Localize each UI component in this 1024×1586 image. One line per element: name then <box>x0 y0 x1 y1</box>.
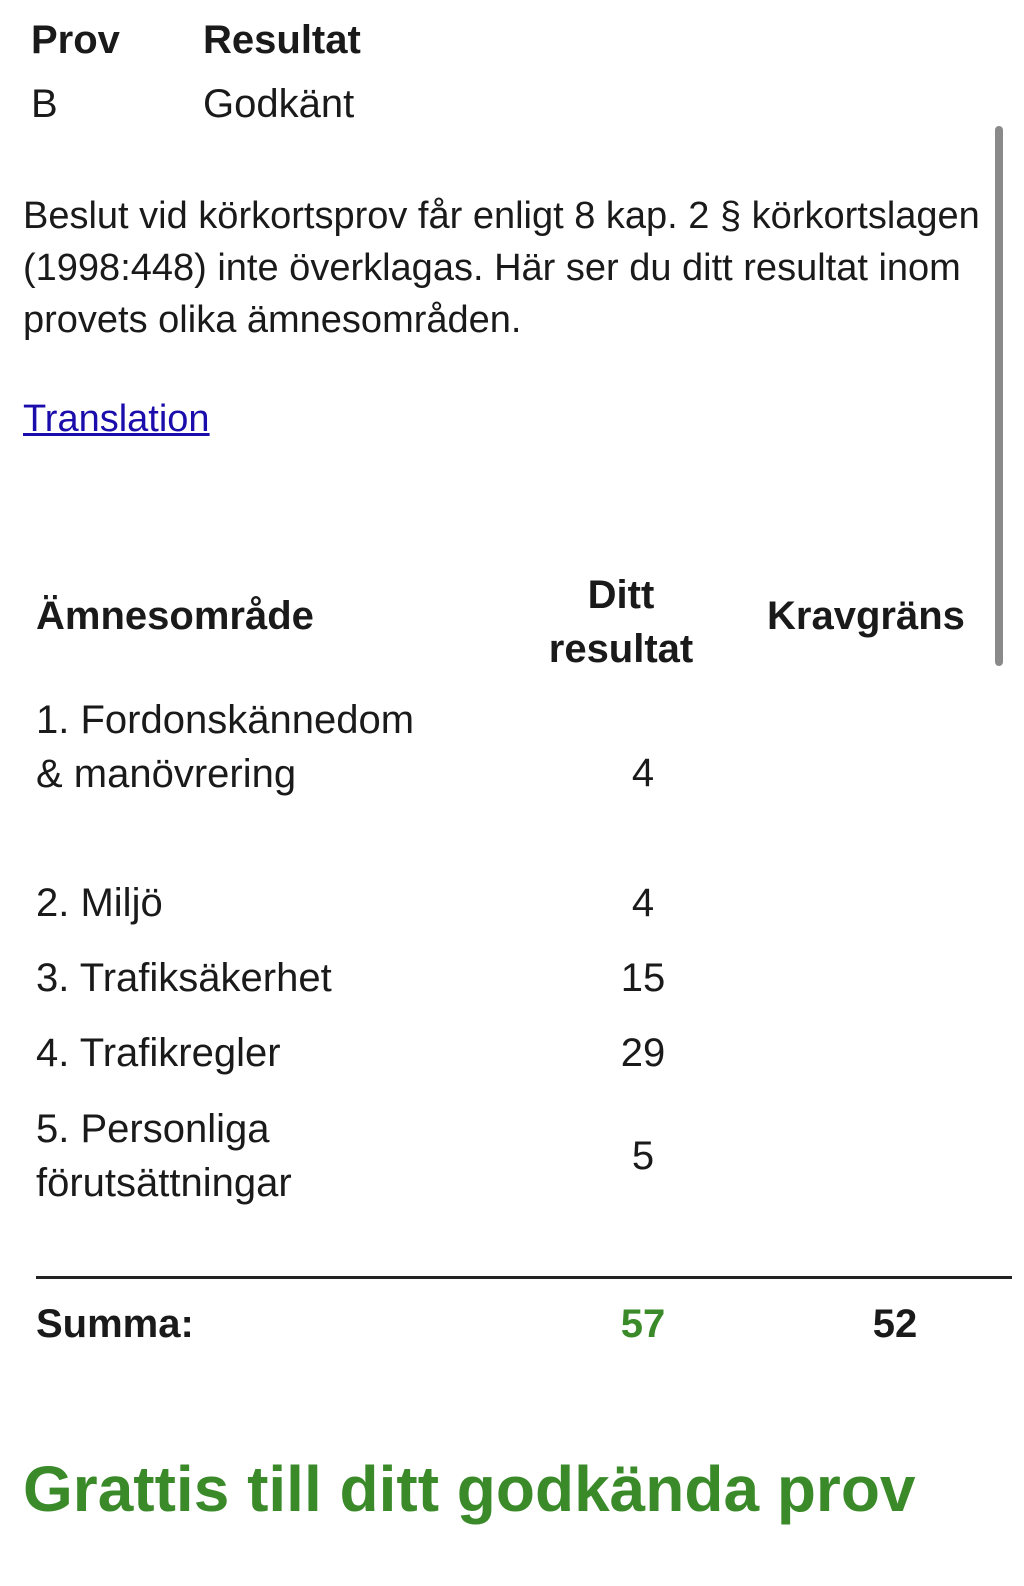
row-area-label: 4. Trafikregler <box>36 1031 281 1075</box>
congratulations-message: Grattis till ditt godkända prov <box>23 1453 916 1525</box>
translation-link[interactable]: Translation <box>23 398 210 440</box>
row-area-label: 2. Miljö <box>36 881 163 925</box>
result-value: Godkänt <box>203 82 355 126</box>
prov-value: B <box>31 82 58 126</box>
column-header-required: Kravgräns <box>767 594 965 638</box>
row-area-label: 5. Personliga förutsättningar <box>36 1107 292 1205</box>
result-header: Resultat <box>203 18 361 62</box>
row-score: 4 <box>631 751 655 795</box>
row-score: 5 <box>631 1134 655 1178</box>
sum-your-score: 57 <box>620 1302 666 1346</box>
column-header-area: Ämnesområde <box>36 594 314 638</box>
row-area-label: 3. Trafiksäkerhet <box>36 956 332 1000</box>
info-paragraph: Beslut vid körkortsprov får enligt 8 kap. 2 § körkortslagen (1998:448) inte överklagas. Här ser du ditt resultat inom provets olika ämnesområden. <box>23 195 980 341</box>
prov-header: Prov <box>31 18 120 62</box>
sum-required-score: 52 <box>872 1302 918 1346</box>
row-score: 15 <box>620 956 666 1000</box>
sum-divider <box>36 1276 1012 1279</box>
column-header-yours: Ditt resultat <box>548 573 694 671</box>
row-score: 4 <box>631 881 655 925</box>
row-area-label: 1. Fordonskännedom & manövrering <box>36 698 415 796</box>
sum-label: Summa: <box>36 1302 194 1346</box>
row-score: 29 <box>620 1031 666 1075</box>
scrollbar[interactable] <box>995 126 1003 666</box>
